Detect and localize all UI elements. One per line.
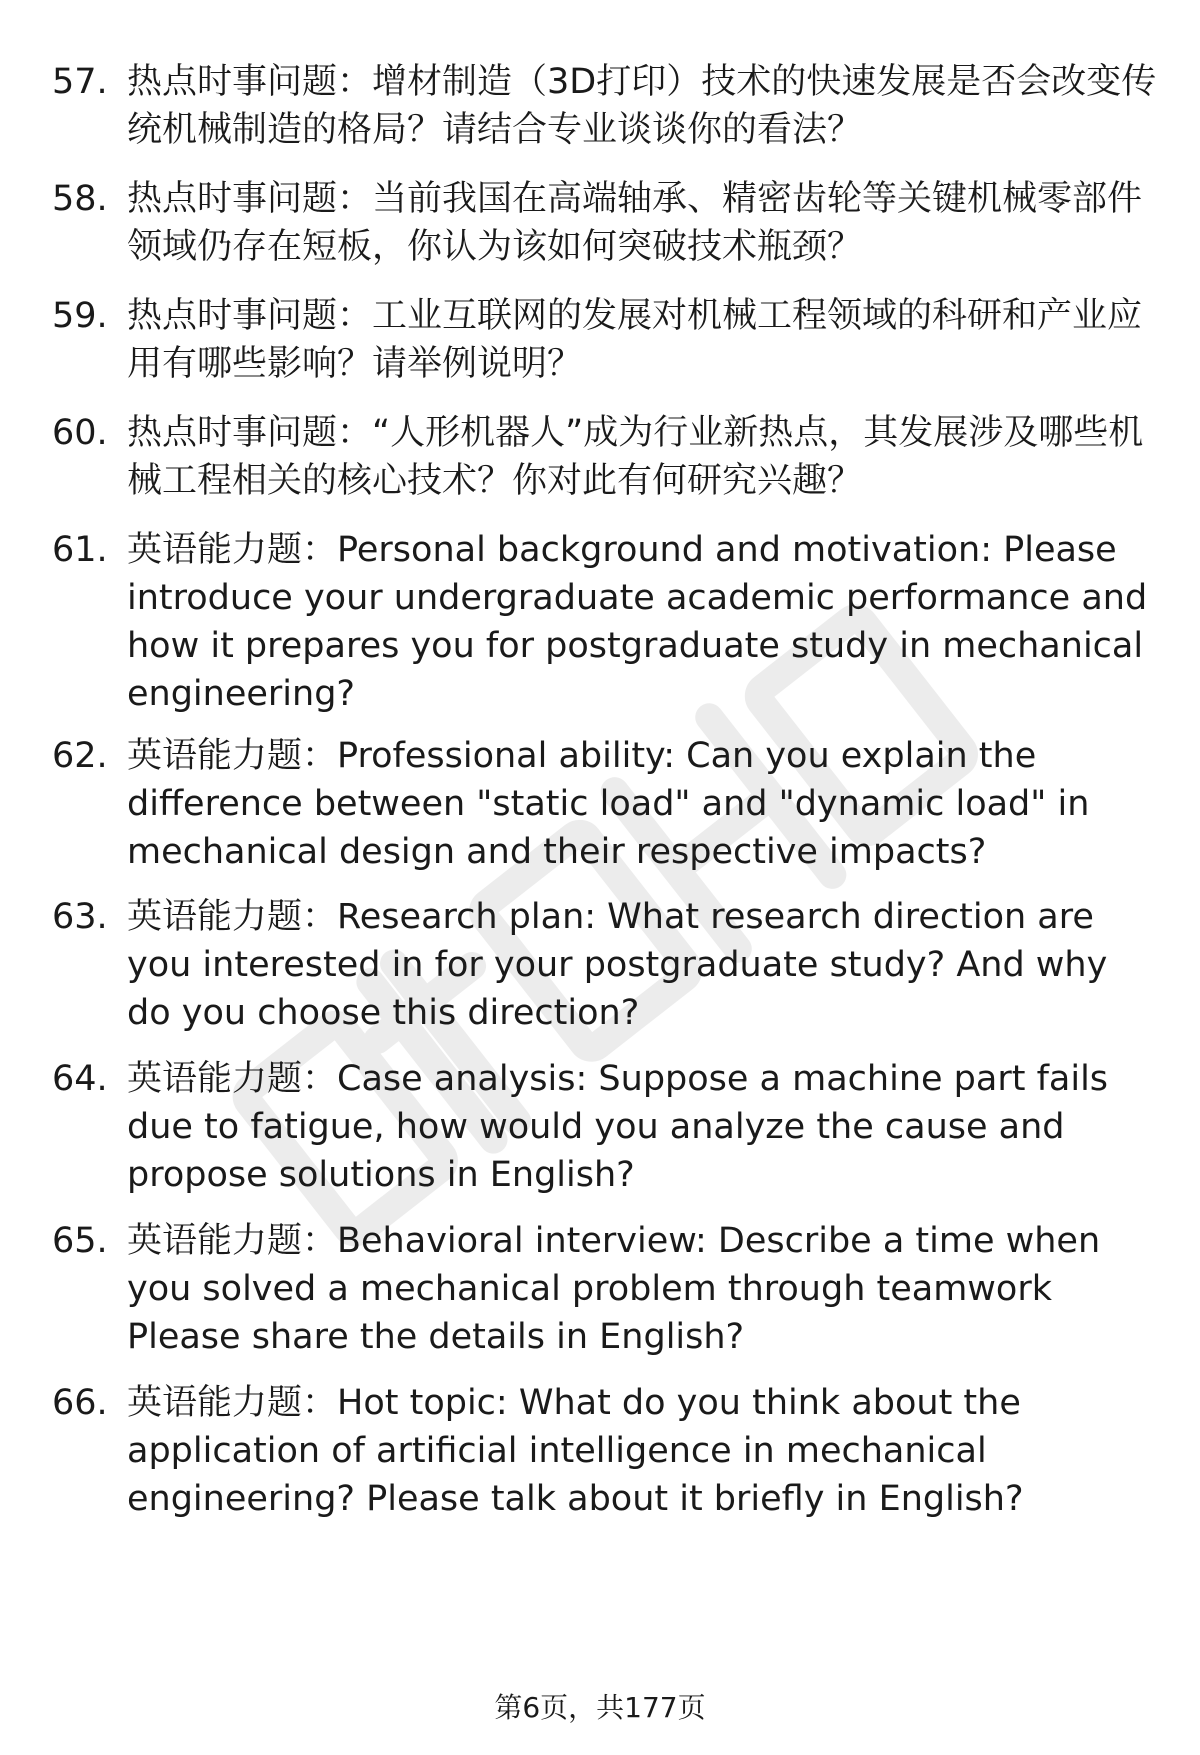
question-text: Case analysis: Suppose a machine part fails due to fatigue, how would you analyze the cause and propose solutions in English? (127, 1059, 1120, 1195)
question-63 (52, 893, 1162, 1037)
question-category: 热点时事问题： (127, 296, 373, 336)
question-59 (52, 292, 1162, 388)
question-category: 英语能力题： (127, 1059, 338, 1099)
question-text: Personal background and motivation: Please introduce your undergraduate academic performance and how it prepares you for postgraduate study in mechanical engineering? (127, 530, 1159, 714)
question-65 (52, 1217, 1162, 1361)
question-text: “人形机器人”成为行业新热点，其发展涉及哪些机械工程相关的核心技术？你对此有何研究兴趣？ (127, 413, 1144, 501)
question-number: 63. (52, 897, 108, 937)
question-58 (52, 175, 1162, 271)
question-text: 增材制造（3D打印）技术的快速发展是否会改变传统机械制造的格局？请结合专业谈谈你的看法？ (127, 62, 1157, 150)
question-64 (52, 1055, 1162, 1199)
question-text: Hot topic: What do you think about the application of artificial intelligence in mechanical engineering? Please talk about it briefly in English? (127, 1383, 1033, 1519)
question-text: 当前我国在高端轴承、精密齿轮等关键机械零部件领域仍存在短板，你认为该如何突破技术瓶颈？ (127, 179, 1143, 267)
question-text: 工业互联网的发展对机械工程领域的科研和产业应用有哪些影响？请举例说明？ (127, 296, 1143, 384)
question-61 (52, 526, 1162, 718)
question-category: 英语能力题： (127, 897, 338, 937)
question-62 (52, 732, 1162, 876)
question-category: 英语能力题： (127, 1221, 338, 1261)
question-category: 热点时事问题： (127, 62, 373, 102)
question-number: 59. (52, 296, 108, 336)
question-66 (52, 1379, 1162, 1523)
question-60 (52, 409, 1162, 505)
question-number: 57. (52, 62, 108, 102)
question-number: 65. (52, 1221, 108, 1261)
question-category: 英语能力题： (127, 530, 338, 570)
question-number: 64. (52, 1059, 108, 1099)
question-text: Research plan: What research direction are you interested in for your postgraduate study? And why do you choose this direction? (127, 897, 1119, 1033)
question-number: 58. (52, 179, 108, 219)
question-category: 英语能力题： (127, 1383, 338, 1423)
page-number-footer: 第6页，共177页 (494, 1691, 706, 1724)
question-category: 热点时事问题： (127, 413, 373, 453)
question-number: 66. (52, 1383, 108, 1423)
question-text: Behavioral interview: Describe a time when you solved a mechanical problem through teamwork Please share the details in English? (127, 1221, 1112, 1357)
question-number: 60. (52, 413, 108, 453)
question-number: 61. (52, 530, 108, 570)
question-category: 热点时事问题： (127, 179, 373, 219)
question-text: Professional ability: Can you explain the difference between "static load" and "dynamic load" in mechanical design and their respective impacts? (127, 736, 1101, 872)
question-57 (52, 58, 1162, 154)
question-category: 英语能力题： (127, 736, 338, 776)
question-number: 62. (52, 736, 108, 776)
